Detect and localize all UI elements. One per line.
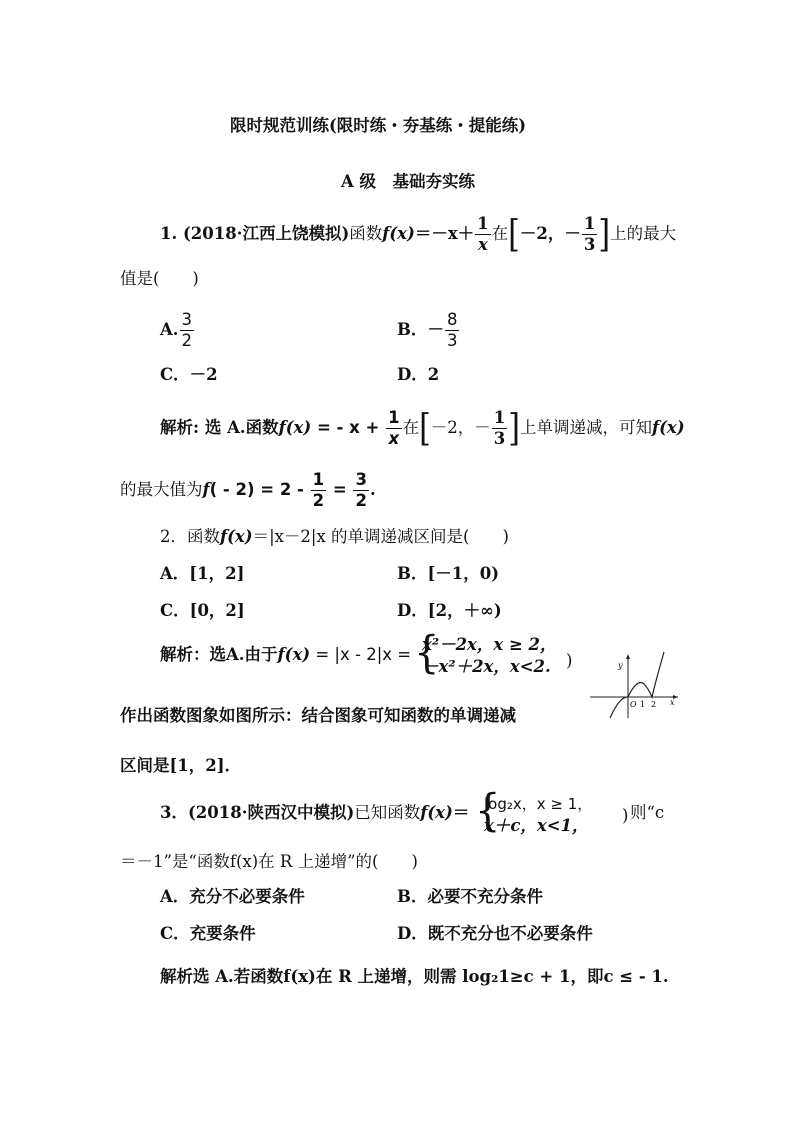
question-3-stem-line2: ＝－1”是“函数f(x)在 R 上递增”的( ): [120, 852, 418, 871]
question-2-option-c: C．[0，2]: [160, 601, 245, 620]
bracket-right-icon: ]: [598, 212, 611, 256]
question-3-stem-end: 则“c: [630, 803, 665, 822]
piecewise-close-icon: ): [566, 651, 573, 670]
question-3-stem: 3．(2018·陕西汉中模拟)已知函数f(x)＝: [160, 803, 470, 822]
question-3-solution: 解析选 A.若函数f(x)在 R 上递增，则需 log₂1≥c + 1，即c ≤ - 1.: [160, 967, 669, 986]
question-1-option-a: A. $\frac{3}{2}$: [160, 310, 193, 350]
piecewise-case-1: x²－2x，x ≥ 2，: [422, 635, 557, 654]
graph-origin-label: O: [630, 700, 637, 709]
piecewise-brace-icon-2: {: [475, 785, 501, 837]
question-3-option-d: D．既不充分也不必要条件: [397, 924, 593, 943]
question-1-source: (2018·江西上饶模拟): [182, 224, 350, 243]
question-3-option-c: C．充要条件: [160, 924, 256, 943]
question-2-solution-line2: 作出函数图象如图所示：结合图象可知函数的单调递减: [120, 706, 516, 725]
question-1-option-c: C．－2: [160, 365, 218, 384]
graph-x-label: x: [670, 698, 675, 707]
piecewise-case-log: log₂x，x ≥ 1，: [484, 795, 593, 813]
piecewise-case-2: －x²＋2x，x<2.: [422, 657, 551, 676]
graph-y-label: y: [618, 661, 623, 670]
question-2-solution: 解析：选A.由于f(x) = |x - 2|x =: [160, 645, 412, 664]
question-2-solution-line3: 区间是[1，2]．: [120, 756, 242, 775]
graph-tick-2: 2: [651, 700, 657, 709]
question-1-solution: 解析: 选 A.函数f(x) = - x + $\frac{1}{x}$ 在[－2，－ $\frac{1}{3}$ ]上单调递减，可知f(x): [160, 406, 685, 450]
question-2-option-b: B．[－1，0): [397, 564, 500, 583]
bracket-left-icon: [: [508, 212, 520, 256]
question-1-option-b: B．－ $\frac{8}{3}$: [397, 310, 458, 350]
piecewise-close-icon-2: ): [622, 806, 629, 825]
page-title: 限时规范训练(限时练・夯基练・提能练): [230, 116, 527, 135]
piecewise-case-linear: x＋c，x<1，: [484, 816, 589, 835]
question-1-number: 1.: [160, 224, 178, 243]
question-2-option-a: A．[1，2]: [160, 564, 245, 583]
question-1-option-d: D．2: [397, 365, 440, 384]
question-3-source: (2018·陕西汉中模拟): [187, 803, 355, 822]
question-3-option-b: B．必要不充分条件: [397, 887, 543, 906]
graph-tick-1: 1: [640, 700, 646, 709]
piecewise-brace-icon: {: [414, 627, 440, 679]
section-level-heading: A 级 基础夯实练: [341, 172, 476, 191]
question-1-stem-line2: 值是( ): [120, 269, 199, 288]
question-1-solution-line2: 的最大值为f( - 2) = 2 - $\frac{1}{2}$ = $\frac{3}{2}$ .: [120, 470, 376, 510]
question-2-option-d: D．[2，＋∞): [397, 601, 502, 620]
graph-y-arrow-icon: [626, 654, 630, 659]
function-graph: [588, 648, 680, 720]
question-3-option-a: A．充分不必要条件: [160, 887, 305, 906]
solution-label: 解析: [160, 418, 193, 437]
question-1-stem: 1. (2018·江西上饶模拟)函数f(x)＝－x＋ $\frac{1}{x}$ 在[－2，－ $\frac{1}{3}$ ]上的最大: [160, 212, 677, 256]
question-2-stem: 2．函数f(x)＝|x－2|x 的单调递减区间是( ): [160, 527, 509, 546]
fraction-1-over-x: $\frac{1}{x}$: [477, 214, 489, 254]
